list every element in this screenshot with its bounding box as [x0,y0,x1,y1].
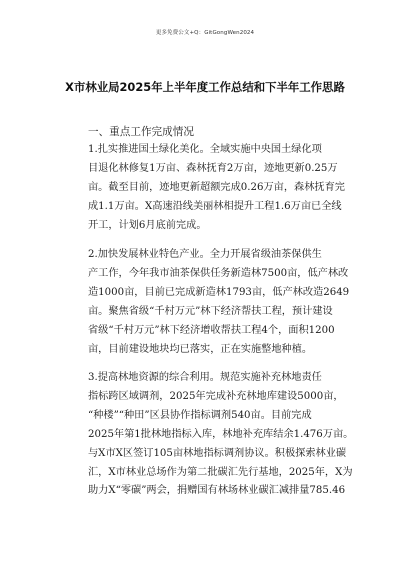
section-heading: 一、重点工作完成情况 [88,126,194,138]
paragraph-line: 指标跨区域调剂，2025年完成补充林地库建设5000亩， [88,390,344,402]
paragraph-line: 亩。截至目前，迹地更新超额完成0.26万亩，森林抚育完 [88,181,345,193]
paragraph-3 [88,369,354,501]
paragraph-line: 开工，计划6月底前完成。 [88,219,207,231]
paragraph-line: 2025年第1批林地指标入库，林地补充库结余1.476万亩。 [88,428,354,440]
paragraph-1 [88,141,345,236]
header-note: 更多免费公文+Q：GitGongWen2024 [155,30,255,36]
paragraph-line: 成1.1万亩。X高速沿线美丽林相提升工程1.6万亩已全线 [88,200,342,212]
paragraph-line: 省级“千村万元”林下经济增收帮扶工程4个，面积1200 [88,324,335,336]
paragraph-line: 造1000亩，目前已完成新造林1793亩，低产林改造2649 [88,286,350,298]
paragraph-line: 3.提高林地资源的综合利用。规范实施补充林地责任 [88,372,322,383]
paragraph-line: 亩，目前建设地块均已落实，正在实施整地种植。 [88,343,313,355]
document-title: X市林业局2025年上半年度工作总结和下半年工作思路 [65,80,345,94]
paragraph-line: 产工作，今年我市油茶保供任务新造林7500亩，低产林改 [88,267,349,279]
paragraph-line: 目退化林修复1万亩、森林抚育2万亩，迹地更新0.25万 [88,162,338,174]
paragraph-line: 汇，X市林业总场作为第二批碳汇先行基地，2025年，X为 [88,466,353,478]
paragraph-line: 亩。聚焦省级“千村万元”林下经济帮扶工程，预计建设 [88,305,333,317]
paragraph-line: 2.加快发展林业特色产业。全力开展省级油茶保供生 [88,249,322,260]
paragraph-line: “种楼”“种田”区县协作指标调剂540亩。目前完成 [88,409,312,421]
paragraph-line: 1.扎实推进国土绿化美化。全域实施中央国土绿化项 [88,144,322,155]
paragraph-line: 助力X“零碳”两会，捐赠国有林场林业碳汇减排量785.46 [88,485,346,497]
paragraph-2 [88,246,350,359]
paragraph-line: 与X市X区签订105亩林地指标调剂协议。积极探索林业碳 [88,447,347,459]
